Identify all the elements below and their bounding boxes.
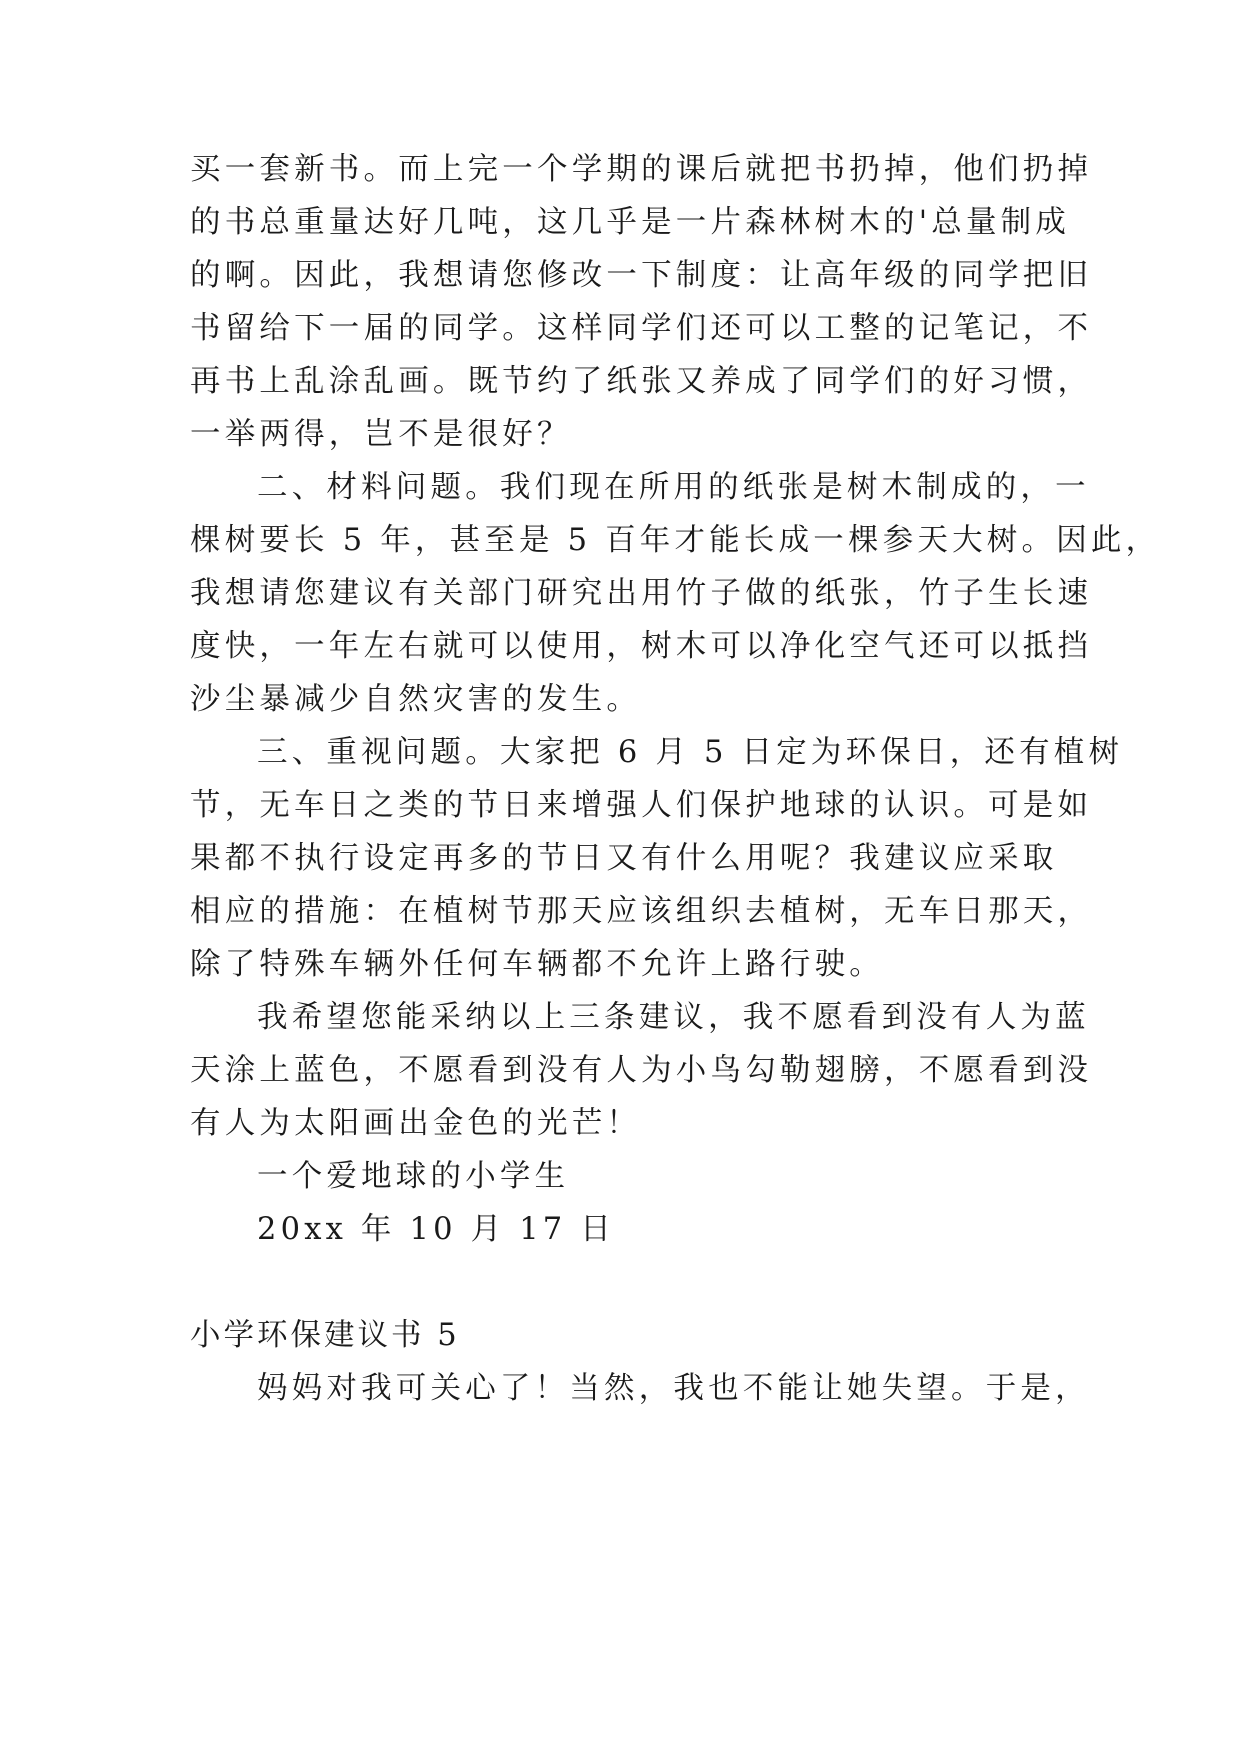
- paragraph-line: 除了特殊车辆外任何车辆都不允许上路行驶。: [190, 947, 884, 982]
- paragraph-line: 妈妈对我可关心了！当然，我也不能让她失望。于是，: [257, 1371, 1090, 1406]
- paragraph-line: 有人为太阳画出金色的光芒！: [190, 1106, 642, 1141]
- paragraph-line: 天涂上蓝色，不愿看到没有人为小鸟勾勒翅膀，不愿看到没: [190, 1053, 1093, 1088]
- paragraph-line: 的书总重量达好几吨，这几乎是一片森林树木的'总量制成: [190, 205, 1071, 240]
- paragraph-line: 书留给下一届的同学。这样同学们还可以工整的记笔记，不: [190, 311, 1093, 346]
- paragraph-line: 棵树要长 5 年，甚至是 5 百年才能长成一棵参天大树。因此，: [190, 523, 1161, 558]
- section-title: 小学环保建议书 5: [190, 1318, 460, 1353]
- paragraph-line: 再书上乱涂乱画。既节约了纸张又养成了同学们的好习惯，: [190, 364, 1093, 399]
- paragraph-line: 节，无车日之类的节日来增强人们保护地球的认识。可是如: [190, 788, 1093, 823]
- letter-date: 20xx 年 10 月 17 日: [257, 1212, 616, 1247]
- paragraph-line: 我想请您建议有关部门研究出用竹子做的纸张，竹子生长速: [190, 576, 1093, 611]
- paragraph-line: 果都不执行设定再多的节日又有什么用呢？我建议应采取: [190, 841, 1058, 876]
- paragraph-line: 的啊。因此，我想请您修改一下制度：让高年级的同学把旧: [190, 258, 1093, 293]
- signature: 一个爱地球的小学生: [257, 1159, 570, 1194]
- paragraph-line: 一举两得，岂不是很好？: [190, 417, 572, 452]
- paragraph-line: 二、材料问题。我们现在所用的纸张是树木制成的，一: [257, 470, 1090, 505]
- paragraph-line: 三、重视问题。大家把 6 月 5 日定为环保日，还有植树: [257, 735, 1124, 770]
- paragraph-line: 度快，一年左右就可以使用，树木可以净化空气还可以抵挡: [190, 629, 1093, 664]
- paragraph-line: 相应的措施：在植树节那天应该组织去植树，无车日那天，: [190, 894, 1093, 929]
- paragraph-line: 沙尘暴减少自然灾害的发生。: [190, 682, 642, 717]
- paragraph-line: 买一套新书。而上完一个学期的课后就把书扔掉，他们扔掉: [190, 152, 1093, 187]
- paragraph-line: 我希望您能采纳以上三条建议，我不愿看到没有人为蓝: [257, 1000, 1090, 1035]
